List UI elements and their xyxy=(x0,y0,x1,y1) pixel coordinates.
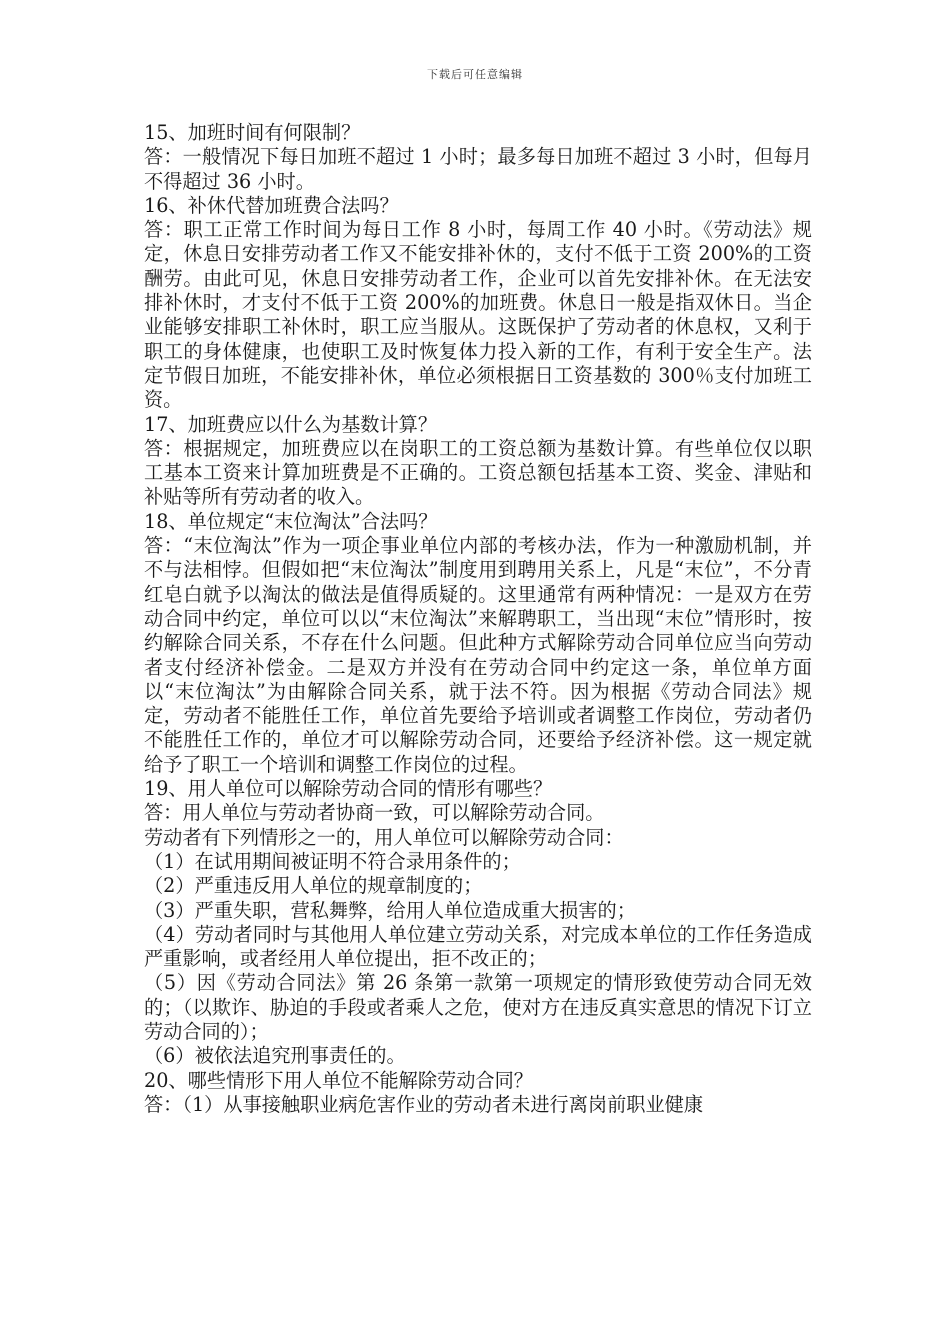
document-body xyxy=(144,121,812,1117)
question-15: 15、加班时间有何限制？ xyxy=(144,121,361,144)
list-item-4: （4）劳动者同时与其他用人单位建立劳动关系，对完成本单位的工作任务造成严重影响，或者经用人单位提出，拒不改正的； xyxy=(144,922,812,971)
page-header: 下载后可任意编辑 xyxy=(427,68,523,81)
list-item-5: （5）因《劳动合同法》第 26 条第一款第一项规定的情形致使劳动合同无效的；（以欺诈、胁迫的手段或者乘人之危，使对方在违反真实意思的情况下订立劳动合同的）； xyxy=(144,971,812,1043)
answer-17: 答：根据规定，加班费应以在岗职工的工资总额为基数计算。有些单位仅以职工基本工资来计算加班费是不正确的。工资总额包括基本工资、奖金、津贴和补贴等所有劳动者的收入。 xyxy=(144,436,812,509)
answer-16: 答：职工正常工作时间为每日工作 8 小时，每周工作 40 小时。《劳动法》规定，休息日安排劳动者工作又不能安排补休的，支付不低于工资 200%的工资酬劳。由此可见，休息日安排劳动者工作，企业可以首先安排补休。在无法安排补休时，才支付不低于工资 200%的加班费。休息日一般是指双休日。当企业能够安排职工补休时，职工应当服从。这既保护了劳动者的休息权，又利于职工的身体健康，也使职工及时恢复体力投入新的工作，有利于安全生产。法定节假日加班，不能安排补休，单位必须根据日工资基数的 300％支付加班工资。 xyxy=(144,218,812,412)
list-item-1: （1）在试用期间被证明不符合录用条件的； xyxy=(144,849,521,873)
question-18: 18、单位规定“末位淘汰”合法吗？ xyxy=(144,509,438,533)
answer-15: 答：一般情况下每日加班不超过 1 小时；最多每日加班不超过 3 小时，但每月不得超过 36 小时。 xyxy=(144,145,812,193)
list-item-2: （2）严重违反用人单位的规章制度的； xyxy=(144,874,483,898)
list-item-3: （3）严重失职，营私舞弊，给用人单位造成重大损害的； xyxy=(144,898,636,922)
question-17: 17、加班费应以什么为基数计算？ xyxy=(144,412,438,436)
question-19: 19、用人单位可以解除劳动合同的情形有哪些？ xyxy=(144,777,553,801)
list-item-6: （6）被依法追究刑事责任的。 xyxy=(144,1044,406,1068)
answer-19-intro: 劳动者有下列情形之一的，用人单位可以解除劳动合同： xyxy=(144,825,624,849)
answer-19: 答：用人单位与劳动者协商一致，可以解除劳动合同。 xyxy=(144,801,605,825)
answer-20: 答：（1）从事接触职业病危害作业的劳动者未进行离岗前职业健康 xyxy=(144,1092,704,1116)
answer-18: 答：“末位淘汰”作为一项企事业单位内部的考核办法，作为一种激励机制，并不与法相悖。但假如把“末位淘汰”制度用到聘用关系上，凡是“末位”，不分青红皂白就予以淘汰的做法是值得质疑的。这里通常有两种情况：一是双方在劳动合同中约定，单位可以以“末位淘汰”来解聘职工，当出现“末位”情形时，按约解除合同关系，不存在什么问题。但此种方式解除劳动合同单位应当向劳动者支付经济补偿金。二是双方并没有在劳动合同中约定这一条，单位单方面以“末位淘汰”为由解除合同关系，就于法不符。因为根据《劳动合同法》规定，劳动者不能胜任工作，单位首先要给予培训或者调整工作岗位，劳动者仍不能胜任工作的，单位才可以解除劳动合同，还要给予经济补偿。这一规定就给予了职工一个培训和调整工作岗位的过程。 xyxy=(144,534,812,776)
question-20: 20、哪些情形下用人单位不能解除劳动合同？ xyxy=(144,1068,533,1092)
question-16: 16、补休代替加班费合法吗？ xyxy=(144,193,399,217)
